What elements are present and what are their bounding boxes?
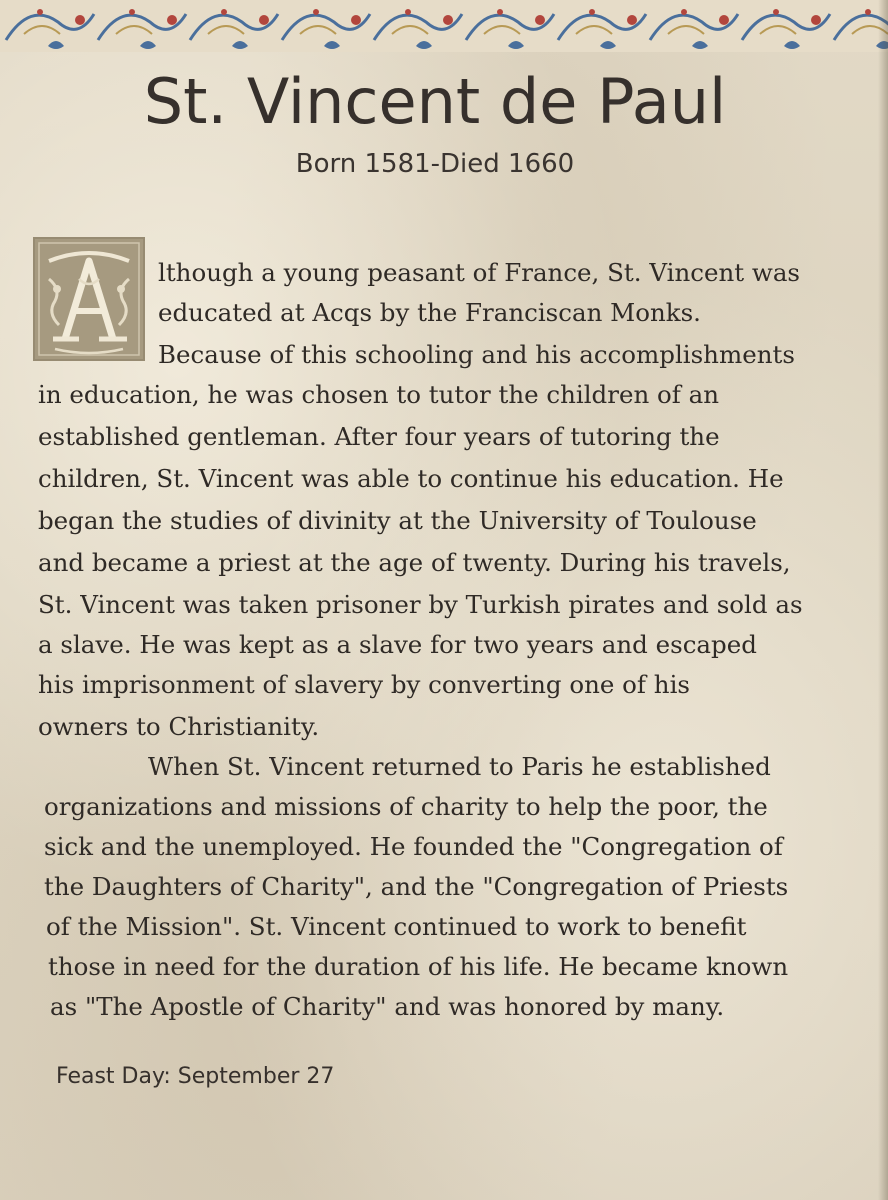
text-line: Because of this schooling and his accomplishments [158, 340, 795, 369]
page-title: St. Vincent de Paul [143, 65, 727, 138]
text-line: and became a priest at the age of twenty. During his travels, [38, 548, 791, 577]
floral-border-ornament [0, 0, 888, 52]
text-line: established gentleman. After four years of tutoring the [38, 422, 720, 451]
text-line: sick and the unemployed. He founded the "Congregation of [44, 832, 783, 861]
text-line: in education, he was chosen to tutor the children of an [38, 380, 720, 409]
text-line: St. Vincent was taken prisoner by Turkish pirates and sold as [38, 590, 803, 619]
text-line: as "The Apostle of Charity" and was honored by many. [50, 992, 725, 1021]
text-line: children, St. Vincent was able to continue his education. He [38, 464, 784, 493]
text-line: his imprisonment of slavery by converting one of his [38, 670, 690, 699]
life-dates: Born 1581-Died 1660 [295, 149, 575, 179]
text-line: owners to Christianity. [38, 712, 320, 741]
feast-day: Feast Day: September 27 [56, 1064, 335, 1089]
text-line: a slave. He was kept as a slave for two years and escaped [38, 630, 757, 659]
text-line: those in need for the duration of his life. He became known [48, 952, 789, 981]
illuminated-initial-a [33, 237, 145, 361]
text-line: lthough a young peasant of France, St. Vincent was [158, 258, 801, 287]
text-line: organizations and missions of charity to help the poor, the [44, 792, 768, 821]
text-line: began the studies of divinity at the University of Toulouse [38, 506, 757, 535]
text-line: educated at Acqs by the Franciscan Monks. [158, 298, 701, 327]
text-line: the Daughters of Charity", and the "Congregation of Priests [44, 872, 789, 901]
text-line: When St. Vincent returned to Paris he established [148, 752, 771, 781]
text-line: of the Mission". St. Vincent continued to work to benefit [46, 912, 747, 941]
